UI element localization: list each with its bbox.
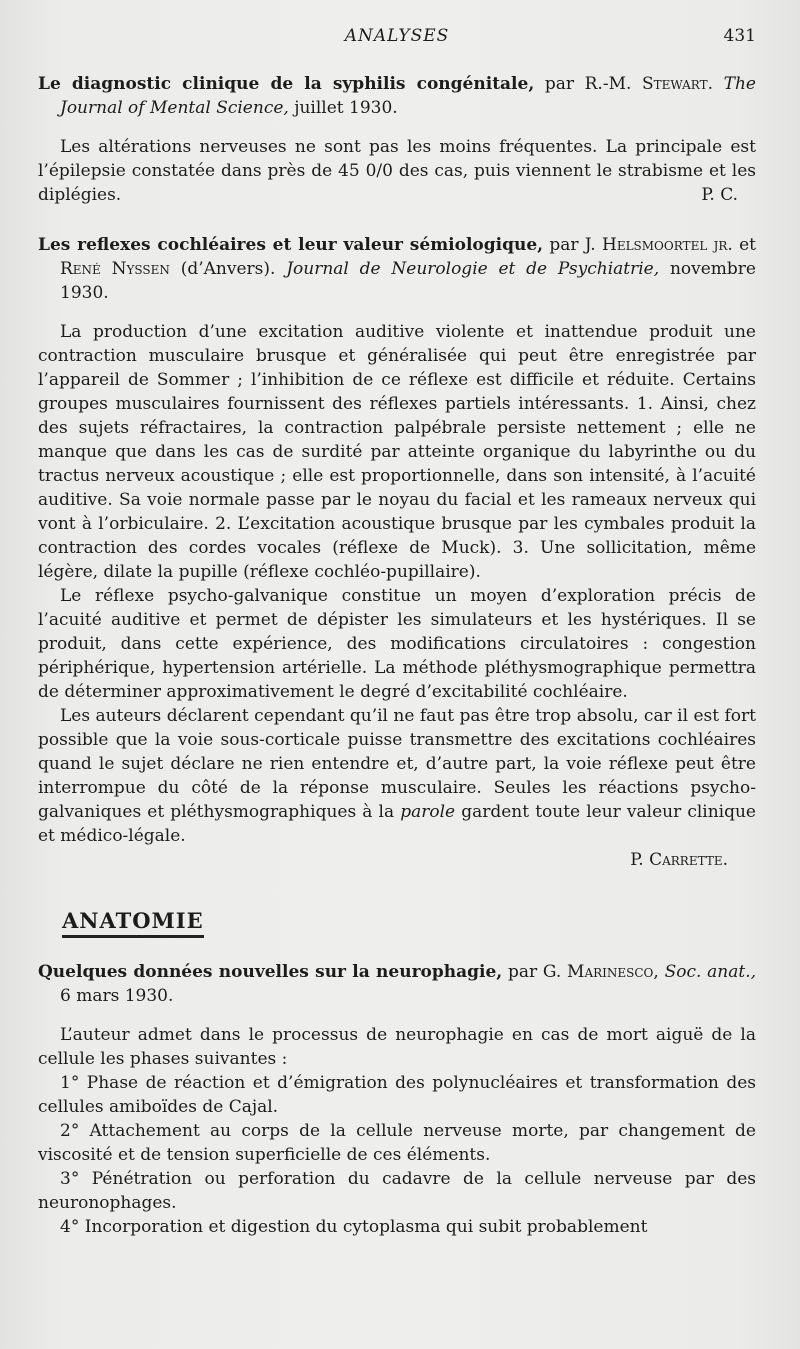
article-author: Stewart [641, 74, 708, 94]
article-reflexes-cochleaires [38, 233, 756, 872]
article-author: Helsmoortel jr. [602, 235, 733, 255]
article-journal: Soc. anat., [658, 962, 757, 982]
article-paragraph: L’auteur admet dans le processus de neurophagie en cas de mort aiguë de la cellule les phases suivantes : [38, 1025, 756, 1069]
article-paragraph [38, 135, 756, 207]
article-syphilis [38, 72, 756, 207]
article-paragraph [38, 704, 756, 848]
article-heading: Le diagnostic clinique de la syphilis congénitale, par R.-M. Stewart. The Journal of Mental Science, juillet 1930. [38, 74, 756, 118]
article-date: 6 mars 1930. [60, 986, 174, 1006]
phase-item: 2° Attachement au corps de la cellule nerveuse morte, par changement de viscosité et de tension superficielle de ces éléments. [38, 1121, 756, 1165]
article-journal: The Journal of Mental Science, [60, 74, 756, 118]
running-head-title: ANALYSES [344, 26, 450, 46]
article-place: (d’Anvers). [169, 259, 287, 279]
article-by: par G. [502, 962, 568, 982]
phase-item: 1° Phase de réaction et d’émigration des polynucléaires et transformation des cellules amiboïdes de Cajal. [38, 1073, 756, 1117]
article-signature: P. C. [701, 185, 738, 205]
paragraph-text: gardent toute leur valeur clinique et médico-légale. [38, 802, 756, 846]
paragraph-text: Les auteurs déclarent cependant qu’il ne faut pas être trop absolu, car il est fort possible que la voie sous-corticale puisse transmettre des excitations cochléaires quand le sujet déclare ne rien entendre et, d’autre part, la voie réflexe peut être interrompue du côté de la réponse musculaire. Seules les réactions psycho-galvaniques et pléthysmographiques à la [38, 706, 756, 822]
phase-item: 3° Pénétration ou perforation du cadavre de la cellule nerveuse par des neuronophages. [38, 1169, 756, 1213]
article-and: et [732, 235, 756, 255]
article-signature: P. Carrette. [630, 850, 728, 870]
article-author: René Nyssen [60, 259, 170, 279]
article-paragraph: La production d’une excitation auditive violente et inattendue produit une contraction musculaire brusque et généralisée qui peut être enregistrée par l’appareil de Sommer ; l’inhibition de ce réflexe est difficile et réduite. Certains groupes musculaires fournissent des réflexes partiels intéressants. 1. Ainsi, chez des sujets réfractaires, la contraction palpébrale persiste nettement ; elle ne manque que dans les cas de surdité par atteinte organique du labyrinthe ou du tractus nerveux acoustique ; elle est proportionnelle, dans son intensité, à l’acuité auditive. Sa voie normale passe par le noyau du facial et les rameaux nerveux qui vont à l’orbiculaire. 2. L’excitation acoustique brusque par les cymbales produit la contraction des cordes vocales (réflexe de Muck). 3. Une sollicitation, même légère, dilate la pupille (réflexe cochléo-pupillaire). [38, 322, 756, 582]
italic-word: parole [400, 802, 456, 822]
article-title: Quelques données nouvelles sur la neurophagie, [38, 962, 503, 982]
article-date: novembre 1930. [60, 259, 756, 303]
article-by: par R.-M. [534, 74, 642, 94]
phase-item: 4° Incorporation et digestion du cytoplasma qui subit probablement [60, 1217, 648, 1237]
article-by: par J. [543, 235, 602, 255]
article-journal: Journal de Neurologie et de Psychiatrie, [286, 259, 660, 279]
page-number: 431 [723, 26, 756, 46]
article-title: Les reflexes cochléaires et leur valeur sémiologique, [38, 235, 544, 255]
article-heading [38, 960, 756, 1008]
article-title: Le diagnostic clinique de la syphilis congénitale, [38, 74, 535, 94]
article-neurophagie [38, 960, 756, 1239]
article-paragraph: Le réflexe psycho-galvanique constitue un moyen d’exploration précis de l’acuité auditive et permet de dépister les simulateurs et les hystériques. Il se produit, dans cette expérience, des modifications circulatoires : congestion périphérique, hypertension artérielle. La méthode pléthysmographique permettra de déterminer approximativement le degré d’excitabilité cochléaire. [38, 586, 756, 702]
paragraph-text: Les altérations nerveuses ne sont pas les moins fréquentes. La principale est l’épilepsie constatée dans près de 45 0/0 des cas, puis viennent le strabisme et les diplégies. [38, 137, 756, 205]
running-head [38, 26, 756, 56]
article-heading [38, 233, 756, 305]
article-date: juillet 1930. [288, 98, 398, 118]
article-author: Marinesco, [567, 962, 659, 982]
section-heading: ANATOMIE [62, 908, 204, 938]
